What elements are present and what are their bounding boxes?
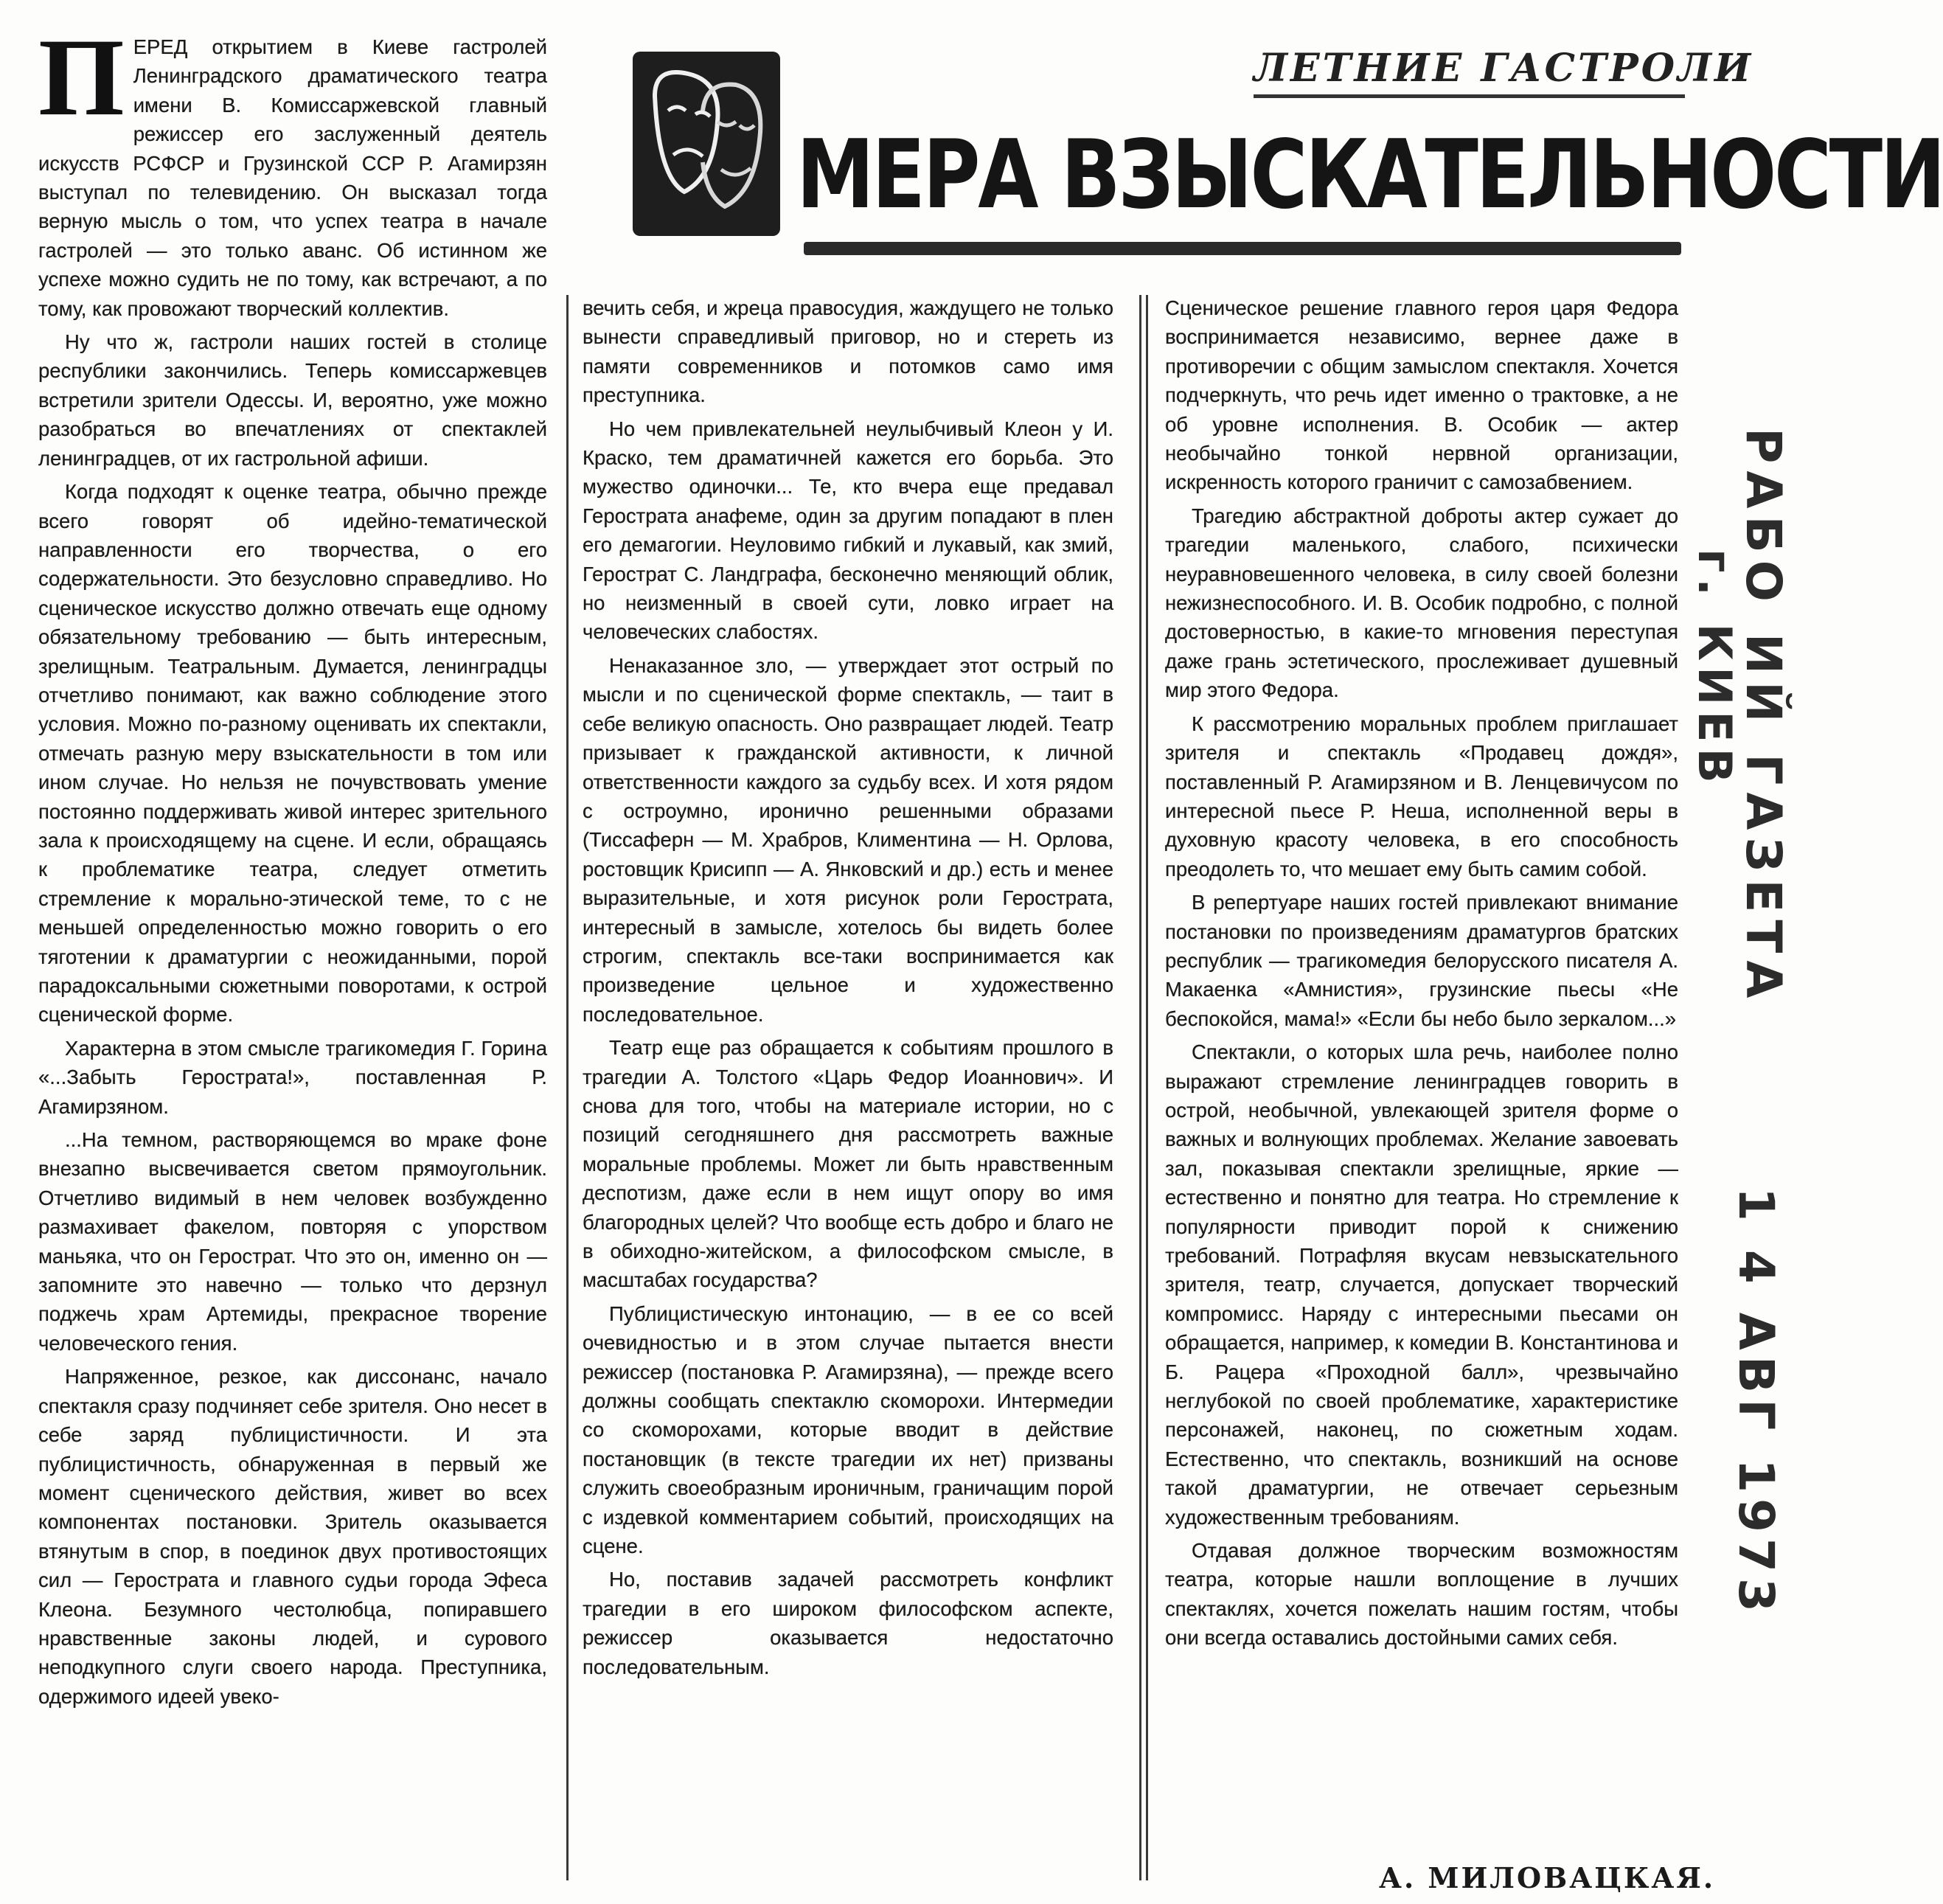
paragraph: Напряженное, резкое, как диссонанс, начало спектакля сразу подчиняет себе зрителя. Оно несет в себе заряд публицистичности. И эта публицистичность, обнаруженная в первый же момент сценического действия, живет во всех компонентах постановки. Зритель оказывается втянутым в спор, в поединок двух противостоящих сил — Герострата и главного судьи города Эфеса Клеона. Безумного честолюбца, попиравшего нравственные законы людей, и сурового неподкупного слуги своего народа. Преступника, одержимого идеей увеко- <box>38 1365 547 1708</box>
rubric-title: ЛЕТНИЕ ГАСТРОЛИ <box>1254 46 1754 91</box>
headline-rule <box>804 242 1681 255</box>
column-1 <box>38 16 547 1715</box>
column-rule-left <box>566 295 569 1880</box>
stamp-city: г. КИЕВ <box>1688 549 1742 789</box>
column-3 <box>1165 293 1678 1657</box>
paragraph: Когда подходят к оценке театра, обычно прежде всего говорят об идейно-тематической направленности его творчества, о его содержательности. Это безусловно справедливо. Но сценическое искусство должно отвечать еще одному обязательному требованию — быть интересным, зрелищным. Театральным. Думается, ленинградцы отчетливо понимают, как важно соблюдение этого условия. Можно по-разному оценивать их спектакли, отмечать разную меру взыскательности в том или ином случае. Но нельзя не почувствовать умение постоянно поддерживать живой интерес зрительного зала к происходящему на сцене. И если, обращаясь к проблематике театра, следует отметить стремление к морально-этической теме, то с не меньшей определенностью можно говорить о его тяготении к драматургии с неожиданными, порой парадоксальными сюжетными поворотами, к острой сценической форме. <box>38 480 547 1026</box>
paragraph: Но, поставив задачей рассмотреть конфликт трагедии в его широком философском аспекте, режиссер оказывается недостаточно последовательным. <box>583 1568 1113 1678</box>
paragraph: Но чем привлекательней неулыбчивый Клеон у И. Краско, тем драматичней кажется его борьба. Это мужество одиночки... Те, кто вчера еще предавал Герострата анафеме, один за другим попадают в плен его демагогии. Неуловимо гибкий и лукавый, как змий, Герострат С. Ландграфа, бесконечно меняющий облик, но неизменный в своей сути, ловко играет на человеческих слабостях. <box>583 417 1113 644</box>
theatre-masks-graphic <box>633 52 780 236</box>
paragraph: К рассмотрению моральных проблем приглашает зрителя и спектакль «Продавец дождя», поставленный Р. Агамирзяном и В. Ленцевичусом по интересной пьесе Р. Неша, исполненной веры в духовную красоту человека, в его способность преодолеть то, что мешает ему быть самим собой. <box>1165 712 1678 880</box>
paragraph: В репертуаре наших гостей привлекают внимание постановки по произведениям драматургов братских республик — трагикомедия белорусского писателя А. Макаенка «Амнистия», грузинские пьесы «Не беспокойся, мама!» «Если бы небо было зеркалом...» <box>1165 891 1678 1030</box>
paragraph: Публицистическую интонацию, — в ее со всей очевидностью и в этом случае пытается внести режиссер (постановка Р. Агамирзяна), — прежде всего должны сообщать спектаклю скоморохи. Интермедии со скоморохами, которые вводит в действие постановщик (в тексте трагедии их нет) призваны служить своеобразным ироничным, граничащим порой с издевкой комментарием событий, происходящих на сцене. <box>583 1302 1113 1558</box>
rubric-underline <box>1254 94 1685 98</box>
author-signature: А. МИЛОВАЦКАЯ. <box>1379 1861 1716 1894</box>
paragraph <box>38 16 547 323</box>
stamp-date: 1 4 АВГ 1973 <box>1728 1187 1784 1618</box>
column-2 <box>583 293 1113 1686</box>
column-rule-middle <box>1139 295 1148 1880</box>
paragraph: Трагедию абстрактной доброты актер сужает до трагедии маленького, слабого, психически неуравновешенного человека, в силу своей болезни нежизнеспособного. И. В. Особик подробно, с полной достоверностью, в какие-то мгновения переступая даже грань эстетического, прослеживает душевный мир этого Федора. <box>1165 504 1678 702</box>
paragraph: Ну что ж, гастроли наших гостей в столице республики закончились. Теперь комиссаржевцев встретили зрители Одессы. И, вероятно, уже можно разобраться во впечатлениях от спектаклей ленинградцев, от их гастрольной афиши. <box>38 330 547 470</box>
paragraph: Театр еще раз обращается к событиям прошлого в трагедии А. Толстого «Царь Федор Иоаннович». И снова для того, чтобы на материале истории, но с позиций сегодняшнего дня рассмотреть важные моральные проблемы. Может ли быть нравственным деспотизм, даже если в нем ищут опору во имя благородных целей? Что вообще есть добро и благо не в обиходно-житейском, а философском смысле, в масштабах государства? <box>583 1036 1113 1292</box>
paragraph: Характерна в этом смысле трагикомедия Г. Горина «...Забыть Герострата!», поставленная Р. Агамирзяном. <box>38 1036 547 1118</box>
paragraph: Сценическое решение главного героя царя Федора воспринимается независимо, вернее даже в противоречии с общим замыслом спектакля. Хочется подчеркнуть, что речь идет именно о трактовке, а не об уровне исполнения. В. Особик — актер необычайно тонкой нервной организации, искренность которого граничит с самозабвением. <box>1165 296 1678 494</box>
paragraph: Ненаказанное зло, — утверждает этот острый по мысли и по сценической форме спектакль, — таит в себе великую опасность. Оно развращает людей. Театр призывает к гражданской активности, к личной ответственности каждого за судьбу всех. И хотя рядом с остроумно, иронично решенными образами (Тиссаферн — М. Храбров, Климентина — Н. Орлова, ростовщик Крисипп — А. Янковский и др.) есть и менее выразительные, и хотя рисунок роли Герострата, интересный в замысле, хотелось бы видеть более строгим, спектакль все-таки воспринимается как произведение цельное и художественно последовательное. <box>583 653 1113 1026</box>
paragraph-text: ЕРЕД открытием в Киеве гастролей Ленинградского драматического театра имени В. Комиссаржевской главный режиссер его заслуженный деятель искусств РСФСР и Грузинской ССР Р. Агамирзян выступал по телевидению. Он высказал тогда верную мысль о том, что успех театра в начале гастролей — это только аванс. Об истинном же успехе можно судить не по тому, как встречают, а по тому, как провожают творческий коллектив. <box>38 35 547 320</box>
paragraph: ...На темном, растворяющемся во мраке фоне внезапно высвечивается светом прямоугольник. Отчетливо видимый в нем человек возбужденно размахивает факелом, повторяя с упорством маньяка, что он Герострат. Что это он, именно он — запомните это навечно — только что дерзнул поджечь храм Артемиды, прекрасное творение человеческого гения. <box>38 1128 547 1355</box>
paragraph: Спектакли, о которых шла речь, наиболее полно выражают стремление ленинградцев говорить в острой, необычной, увлекающей зрителя форме о важных и волнующих проблемах. Желание завоевать зал, показывая спектакли зрелищные, яркие — естественно и понятно для театра. Но стремление к популярности приводит порой к снижению требований. Потрафляя вкусам невзыскательного зрителя, театр, случается, допускает творческий компромисс. Наряду с интересными пьесами он обращается, например, к комедии В. Константинова и Б. Рацера «Проходной балл», чрезвычайно неглубокой по своей проблематике, характеристике персонажей, наконец, по сюжетным ходам. Естественно, что спектакль, возникший на основе такой драматургии, не отвечает серьезным художественным требованиям. <box>1165 1040 1678 1529</box>
stamp-newspaper: РАБО ИЙ ГАЗЕТА <box>1735 428 1792 1006</box>
headline: МЕРА ВЗЫСКАТЕЛЬНОСТИ <box>796 120 1943 230</box>
paragraph: Отдавая должное творческим возможностям театра, которые нашли воплощение в лучших спектаклях, хочется пожелать нашим гостям, чтобы они всегда оставались достойными самих себя. <box>1165 1539 1678 1650</box>
paragraph: вечить себя, и жреца правосудия, жаждущего не только вынести справедливый приговор, но и стереть из памяти современников и потомков само имя преступника. <box>583 296 1113 407</box>
drop-cap: П <box>38 16 125 139</box>
theatre-masks-icon <box>633 52 780 236</box>
